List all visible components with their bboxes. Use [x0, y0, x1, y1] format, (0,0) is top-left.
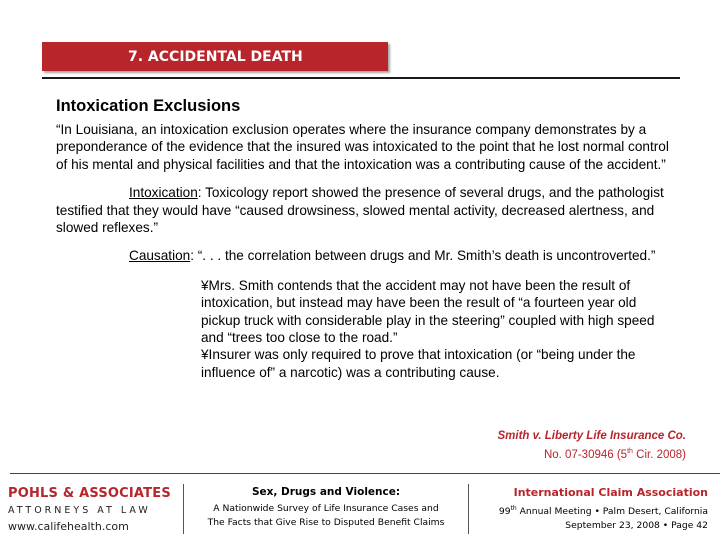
meeting-line	[499, 502, 708, 519]
causation-text: : “. . . the correlation between drugs and Mr. Smith’s death is uncontroverted.”	[190, 248, 656, 264]
intoxication-label: Intoxication	[129, 185, 198, 201]
bullet-item: ¥Insurer was only required to prove that intoxication (or “being under the influence of” a narcotic) was a contributing cause.	[201, 347, 636, 380]
case-number-prefix: No. 07-30946 (5	[543, 448, 628, 461]
firm-website: www.califehealth.com	[8, 520, 129, 533]
footer	[0, 474, 728, 546]
case-number-sup: th	[627, 448, 633, 455]
event-block	[499, 486, 708, 533]
section-title: 7. ACCIDENTAL DEATH	[128, 49, 303, 65]
bullet-item: ¥Mrs. Smith contends that the accident may not have been the result of intoxication, but instead may have been the result of “a fourteen year old pickup truck with considerable play in the steering” coupled with high speed and “trees too close to the road.”	[201, 277, 655, 346]
louisiana-quote: “In Louisiana, an intoxication exclusion operates where the insurance company demonstrates by a preponderance of the evidence that the insured was intoxicated to the point that he lost normal control of his mental and physical facilities and that the intoxication was a contributing cause of the accident.”	[56, 122, 669, 172]
case-number	[497, 444, 686, 463]
organization-name: International Claim Association	[513, 486, 708, 499]
meeting-sup: th	[510, 505, 517, 512]
meeting-number: 99	[498, 506, 511, 518]
intoxication-paragraph	[56, 184, 676, 236]
slide-heading: Intoxication Exclusions	[56, 97, 241, 115]
firm-name: POHLS & ASSOCIATES	[8, 486, 171, 501]
meeting-rest: Annual Meeting • Palm Desert, California	[516, 506, 708, 518]
bullet-list	[201, 277, 676, 381]
presentation-title: Sex, Drugs and Violence:	[251, 486, 401, 498]
date-page: September 23, 2008 • Page 42	[565, 520, 708, 532]
top-divider	[42, 77, 680, 79]
case-citation	[497, 429, 686, 463]
case-name: Smith v. Liberty Life Insurance Co.	[497, 430, 686, 442]
firm-block	[8, 486, 171, 533]
presentation-subtitle-1: A Nationwide Survey of Life Insurance Cases and	[213, 503, 439, 514]
firm-tagline: ATTORNEYS AT LAW	[8, 505, 151, 516]
presentation-block	[185, 486, 467, 530]
section-title-banner	[42, 42, 388, 71]
footer-separator	[183, 484, 184, 534]
footer-separator	[468, 484, 469, 534]
causation-label: Causation	[129, 248, 191, 264]
causation-paragraph	[129, 247, 676, 264]
presentation-subtitle-2: The Facts that Give Rise to Disputed Benefit Claims	[207, 517, 445, 528]
slide-content	[56, 96, 676, 381]
intoxication-text: : Toxicology report showed the presence of several drugs, and the pathologist testified that they would have “caused drowsiness, slowed mental activity, decreased alertness, and slowed reflexes.”	[56, 185, 664, 236]
case-number-suffix: Cir. 2008)	[632, 448, 686, 461]
